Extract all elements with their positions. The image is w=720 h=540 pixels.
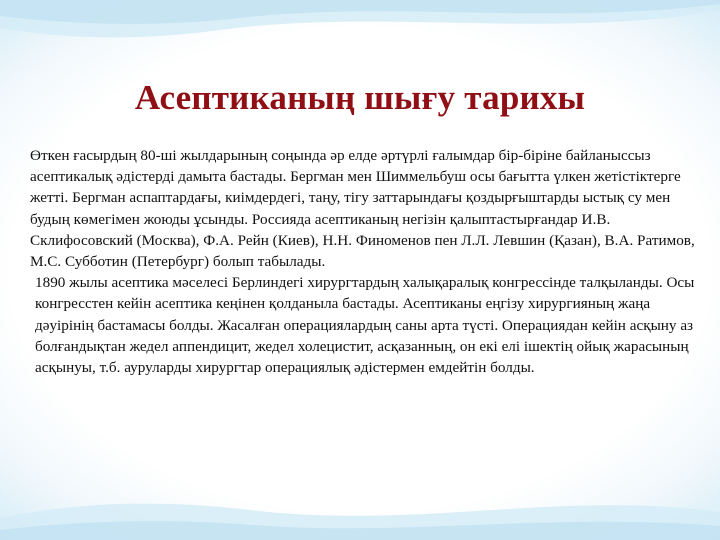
paragraph-congress: 1890 жылы асептика мәселесі Берлиндегі хирургтардың халықаралық конгрессінде талқыланды. Осы конгресстен кейін асептика кеңінен қолданыла бастады. Асептиканы еңгізу хирургияның жаңа дәуірінің бастамасы болды. Жасалған операциялардың саны арта түсті. Операциядан кейін асқыну аз болғандықтан жедел аппендицит, жедел холецистит, асқазанның, он екі елі ішектің ойық жарасының асқынуы, т.б. ауруларды хирургтар операциялық әдістермен емдейтін болды. — [35, 274, 695, 377]
bottom-wave-decoration — [0, 460, 720, 540]
paragraph-history: Өткен ғасырдың 80-ші жылдарының соңында әр елде әртүрлі ғалымдар бір-біріне байланыссыз асептикалық әдістерді дамыта бастады. Бергман мен Шиммельбуш осы бағытта үлкен жетістіктерге жетті. Бергман аспаптардағы, киімдердегі, таңу, тігу заттарындағы қоздырғыштарды ыстық су мен будың көмегімен жоюды ұсынды. Россияда асептиканың негізін қалыптастырғандар И.В. Склифосовский (Москва), Ф.А. Рейн (Киев), Н.Н. Финоменов пен Л.Л. Левшин (Қазан), В.А. Ратимов, М.С. Субботин (Петербург) болып табылады. — [30, 147, 695, 271]
slide-title: Асептиканың шығу тарихы — [134, 78, 586, 117]
slide-body — [30, 145, 695, 378]
top-wave-decoration — [0, 0, 720, 90]
